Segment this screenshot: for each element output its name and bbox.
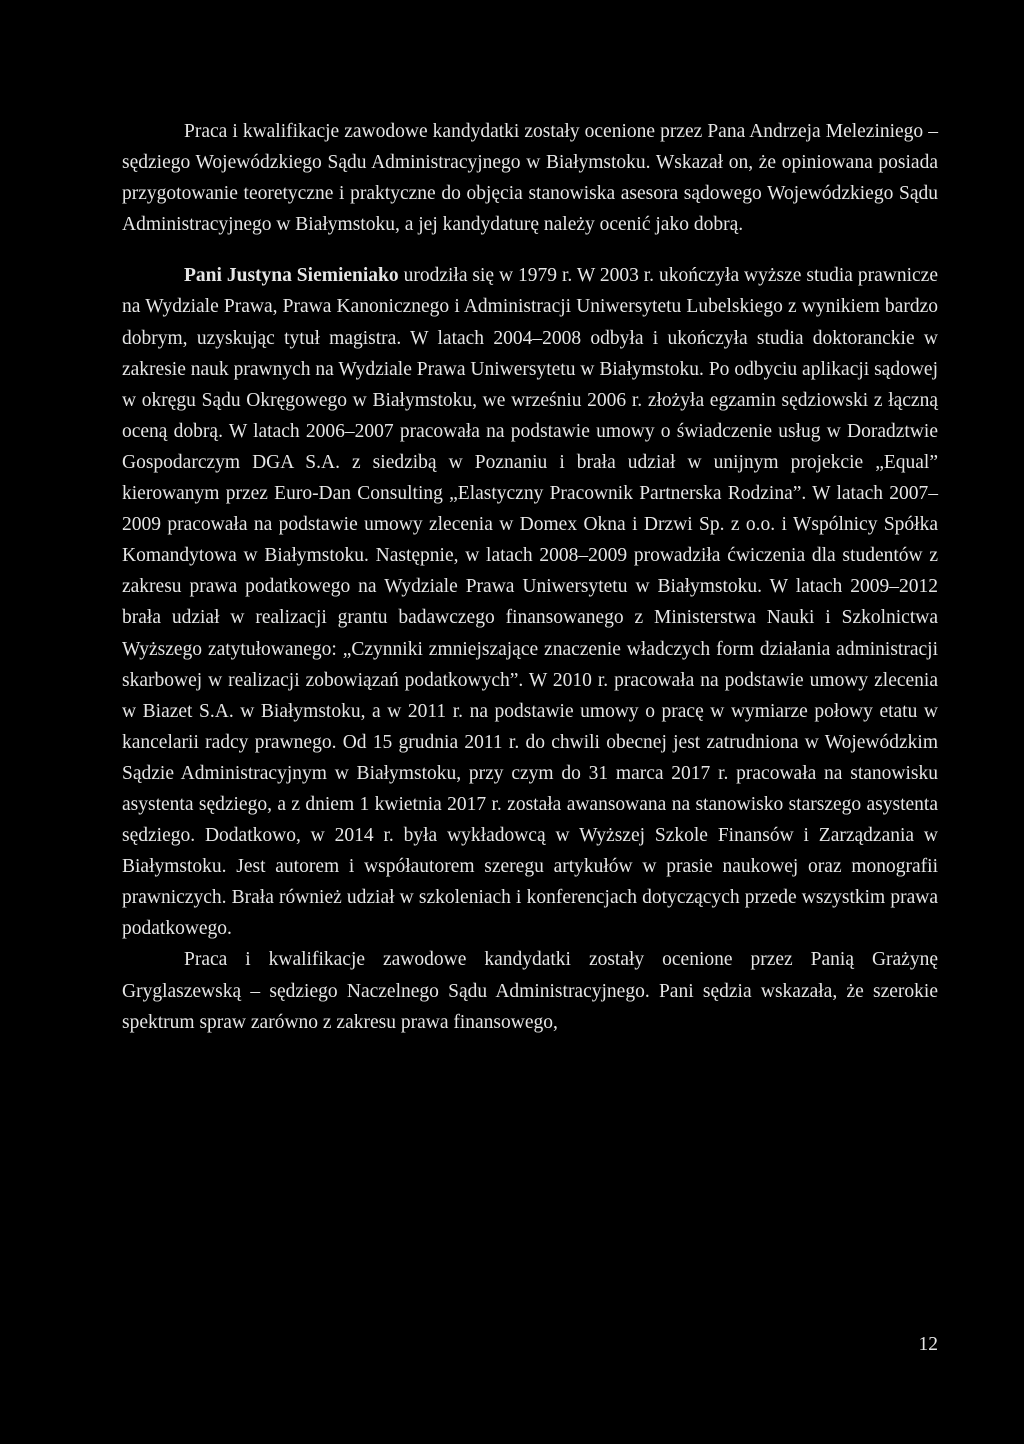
document-page bbox=[122, 116, 938, 1038]
candidate-biography-text: urodziła się w 1979 r. W 2003 r. ukończyła wyższe studia prawnicze na Wydziale Prawa, Prawa Kanonicznego i Administracji Uniwersytetu Lubelskiego z wynikiem bardzo dobrym, uzyskując tytuł magistra. W latach 2004–2008 odbyła i ukończyła studia doktoranckie w zakresie nauk prawnych na Wydziale Prawa Uniwersytetu w Białymstoku. Po odbyciu aplikacji sądowej w okręgu Sądu Okręgowego w Białymstoku, we wrześniu 2006 r. złożyła egzamin sędziowski z łączną oceną dobrą. W latach 2006–2007 pracowała na podstawie umowy o świadczenie usług w Doradztwie Gospodarczym DGA S.A. z siedzibą w Poznaniu i brała udział w unijnym projekcie „Equal” kierowanym przez Euro-Dan Consulting „Elastyczny Pracownik Partnerska Rodzina”. W latach 2007–2009 pracowała na podstawie umowy zlecenia w Domex Okna i Drzwi Sp. z o.o. i Wspólnicy Spółka Komandytowa w Białymstoku. Następnie, w latach 2008–2009 prowadziła ćwiczenia dla studentów z zakresu prawa podatkowego na Wydziale Prawa Uniwersytetu w Białymstoku. W latach 2009–2012 brała udział w realizacji grantu badawczego finansowanego z Ministerstwa Nauki i Szkolnictwa Wyższego zatytułowanego: „Czynniki zmniejszające znaczenie władczych form działania administracji skarbowej w realizacji zobowiązań podatkowych”. W 2010 r. pracowała na podstawie umowy zlecenia w Biazet S.A. w Białymstoku, a w 2011 r. na podstawie umowy o pracę w wymiarze połowy etatu w kancelarii radcy prawnego. Od 15 grudnia 2011 r. do chwili obecnej jest zatrudniona w Wojewódzkim Sądzie Administracyjnym w Białymstoku, przy czym do 31 marca 2017 r. pracowała na stanowisku asystenta sędziego, a z dniem 1 kwietnia 2017 r. została awansowana na stanowisko starszego asystenta sędziego. Dodatkowo, w 2014 r. była wykładowcą w Wyższej Szkole Finansów i Zarządzania w Białymstoku. Jest autorem i współautorem szeregu artykułów w prasie naukowej oraz monografii prawniczych. Brała również udział w szkoleniach i konferencjach dotyczących przede wszystkim prawa podatkowego. bbox=[122, 265, 938, 940]
paragraph-evaluation-melezini: Praca i kwalifikacje zawodowe kandydatki zostały ocenione przez Pana Andrzeja Meleziniego – sędziego Wojewódzkiego Sądu Administracyjnego w Białymstoku. Wskazał on, że opiniowana posiada przygotowanie teoretyczne i praktyczne do objęcia stanowiska asesora sądowego Wojewódzkiego Sądu Administracyjnego w Białymstoku, a jej kandydaturę należy ocenić jako dobrą. bbox=[122, 121, 938, 236]
paragraph-evaluation-gryglaszewska: Praca i kwalifikacje zawodowe kandydatki zostały ocenione przez Panią Grażynę Gryglaszewską – sędziego Naczelnego Sądu Administracyjnego. Pani sędzia wskazała, że szerokie spektrum spraw zarówno z zakresu prawa finansowego, bbox=[122, 949, 938, 1033]
candidate-name: Pani Justyna Siemieniako bbox=[184, 265, 399, 287]
page-number: 12 bbox=[918, 1334, 938, 1355]
paragraph-candidate-biography bbox=[122, 260, 938, 944]
